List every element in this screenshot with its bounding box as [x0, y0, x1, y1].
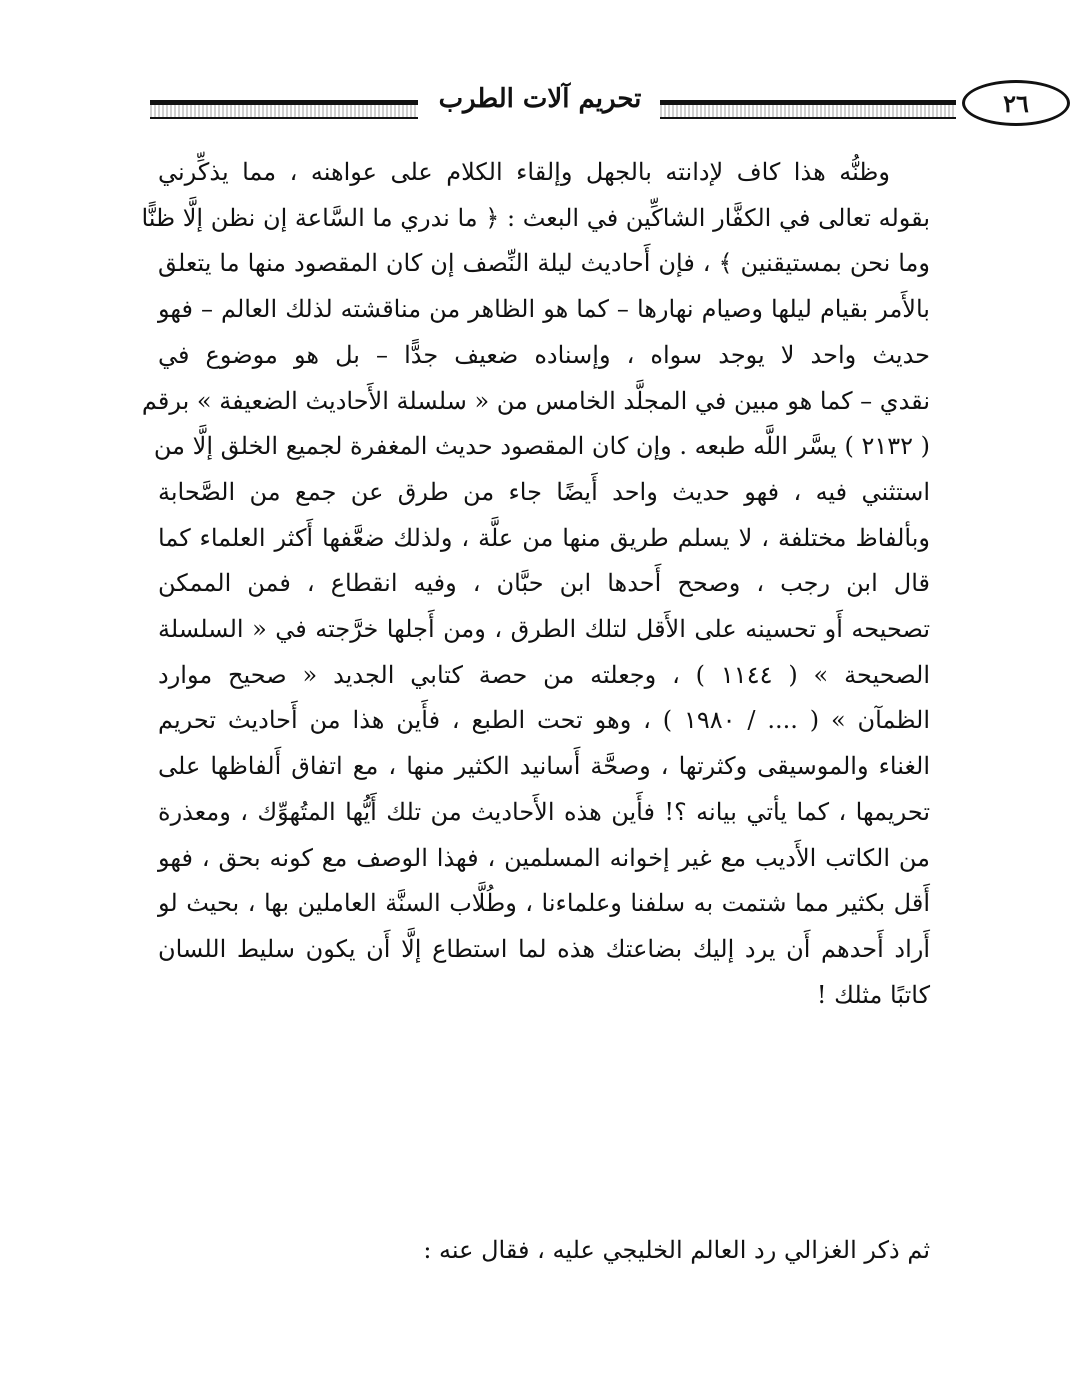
text-line: وبألفاظ مختلفة ، لا يسلم طريق منها من علَّة ، ولذلك ضعَّفها أَكثر العلماء كما: [158, 523, 930, 552]
text-line: وظنُّه هذا كاف لإدانته بالجهل وإلقاء الكلام على عواهنه ، مما يذكِّرني: [158, 158, 890, 186]
body-paragraph: [141, 150, 930, 1018]
text-line: الغناء والموسيقى وكثرتها ، وصحَّة أَسانيد الكثير منها ، مع اتفاق أَلفاظها على: [158, 752, 930, 781]
text-line: أَقل بكثير مما شتمت به سلفنا وعلماءنا ، وطُلَّاب السنَّة العاملين بها ، بحيث لو: [158, 889, 930, 918]
page-header: [150, 80, 1029, 128]
closing-sentence: ثم ذكر الغزالي رد العالم الخليجي عليه ، فقال عنه :: [423, 1236, 930, 1264]
header-rule-right: [660, 100, 956, 119]
text-line: نقدي – كما هو مبين في المجلَّد الخامس من « سلسلة الأَحاديث الضعيفة » برقم: [141, 386, 930, 415]
text-line: ( ٢١٣٢ ) يسَّر اللَّه طبعه . وإن كان المقصود حديث المغفرة لجميع الخلق إلَّا من: [153, 432, 930, 461]
text-line: تصحيحه أَو تحسينه على الأَقل لتلك الطرق ، ومن أَجلها خرَّجته في « السلسلة: [158, 615, 930, 644]
page-number: ٢٦: [962, 80, 1070, 126]
text-line: بقوله تعالى في الكفَّار الشاكِّين في البعث : ﴿ ما ندري ما السَّاعة إن نظن إلَّا ظنًّا: [141, 203, 930, 232]
text-line: حديث واحد لا يوجد سواه ، وإسناده ضعيف جدًّا – بل هو موضوع في: [158, 340, 930, 369]
text-line: الظمآن » ( .... / ١٩٨٠ ) ، وهو تحت الطبع ، فأَين هذا من أَحاديث تحريم: [158, 706, 930, 735]
text-line: تحريمها ، كما يأتي بيانه ؟! فأَين هذه الأَحاديث من تلك أَيُّها المتُهوِّك ، ومعذرة: [158, 797, 930, 826]
text-line: وما نحن بمستيقنين ﴾ ، فإن أَحاديث ليلة النِّصف إن كان المقصود منها ما يتعلق: [158, 249, 930, 278]
header-rule-left: [150, 100, 418, 119]
text-line: أَراد أَحدهم أَن يرد إليك بضاعتك هذه لما استطاع إلَّا أَن يكون سليط اللسان: [158, 934, 930, 963]
running-title: تحريم آلات الطرب: [438, 84, 642, 114]
text-line: استثني فيه ، فهو حديث واحد أَيضًا جاء من طرق عن جمع من الصَّحابة: [158, 477, 930, 506]
text-line: الصحيحة » ( ١١٤٤ ) ، وجعلته من حصة كتابي الجديد « صحيح موارد: [158, 660, 930, 689]
text-line: قال ابن رجب ، وصحح أَحدها ابن حبَّان ، وفيه انقطاع ، فمن الممكن: [158, 569, 930, 598]
text-line: من الكاتب الأَديب مع غير إخوانه المسلمين ، فهذا الوصف مع كونه بحق ، فهو: [158, 843, 930, 872]
text-line: كاتبًا مثلك !: [816, 980, 930, 1009]
text-line: بالأَمر بقيام ليلها وصيام نهارها – كما هو الظاهر من مناقشته لذلك العالم – فهو: [158, 295, 930, 324]
